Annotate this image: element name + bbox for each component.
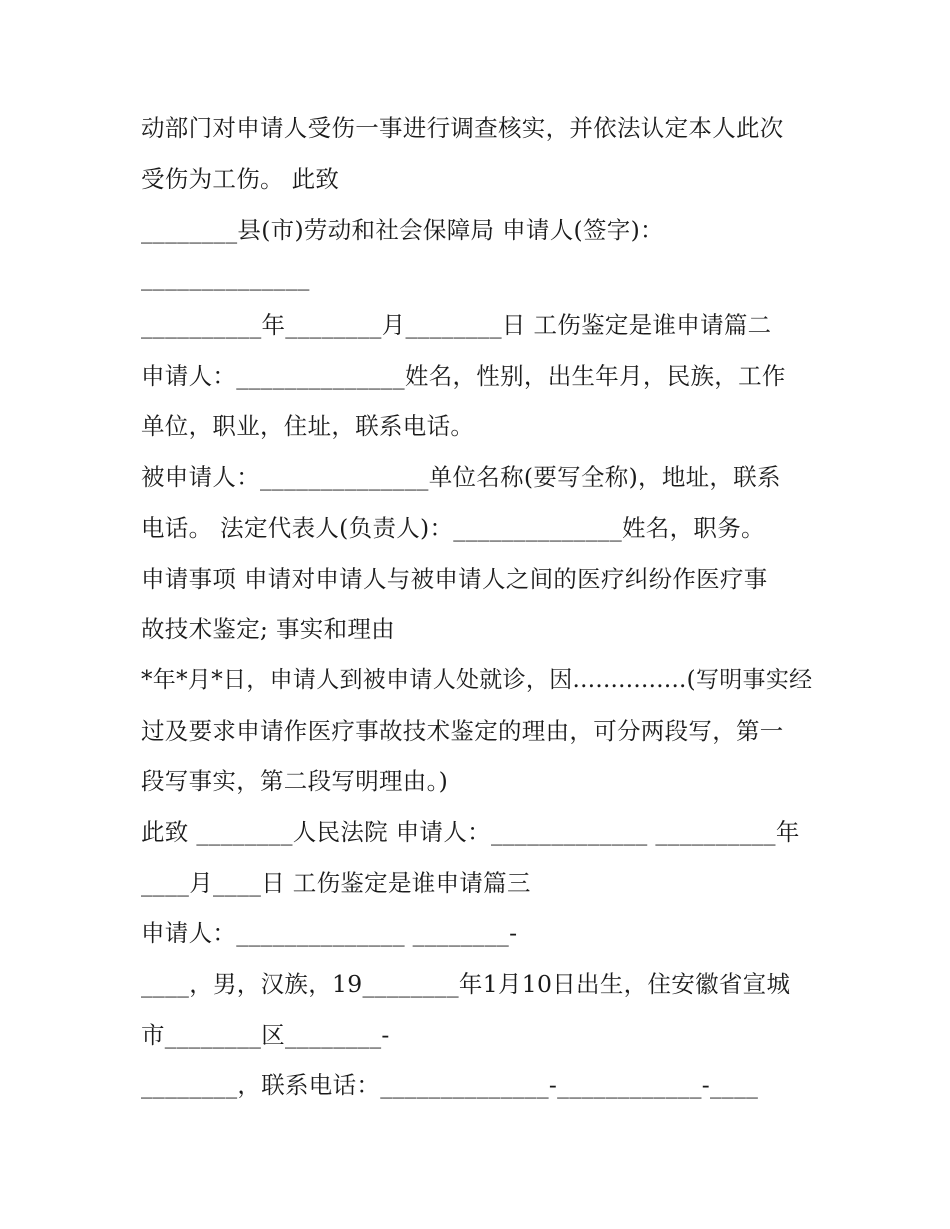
text-line: 故技术鉴定; 事实和理由 (141, 615, 395, 643)
text-line: *年*月*日，申请人到被申请人处就诊，因...............(写明事实经 (141, 667, 813, 693)
text-line: 被申请人：______________单位名称(要写全称)，地址，联系 (141, 463, 781, 491)
text-line: 申请人：______________姓名，性别，出生年月，民族，工作 (141, 362, 786, 390)
text-line: 申请事项 申请对申请人与被申请人之间的医疗纠纷作医疗事 (141, 565, 768, 593)
text-line: 此致 ________人民法院 申请人：_____________ __________年 (141, 818, 800, 846)
text-line: ____月____日 工伤鉴定是谁申请篇三 (141, 869, 531, 897)
text-line: 申请人：______________ ________- (141, 919, 518, 947)
text-line: 受伤为工伤。 此致 (141, 165, 340, 193)
text-line: 过及要求申请作医疗事故技术鉴定的理由，可分两段写，第一 (141, 717, 784, 745)
text-line: ________县(市)劳动和社会保障局 申请人(签字)： (141, 216, 664, 244)
text-line: __________年________月________日 工伤鉴定是谁申请篇二 (141, 311, 772, 339)
text-line: ________，联系电话：______________-____________-____ (141, 1071, 759, 1099)
text-line: 段写事实，第二段写明理由。) (141, 767, 449, 795)
text-line: ______________ (141, 263, 310, 291)
text-line: ____，男，汉族，19________年1月10日出生，住安徽省宣城 (141, 970, 791, 998)
text-line: 动部门对申请人受伤一事进行调查核实，并依法认定本人此次 (141, 114, 784, 142)
text-line: 市________区________- (141, 1021, 390, 1049)
text-line: 单位，职业，住址，联系电话。 (141, 412, 475, 440)
text-line: 电话。 法定代表人(负责人)：______________姓名，职务。 (141, 514, 765, 542)
